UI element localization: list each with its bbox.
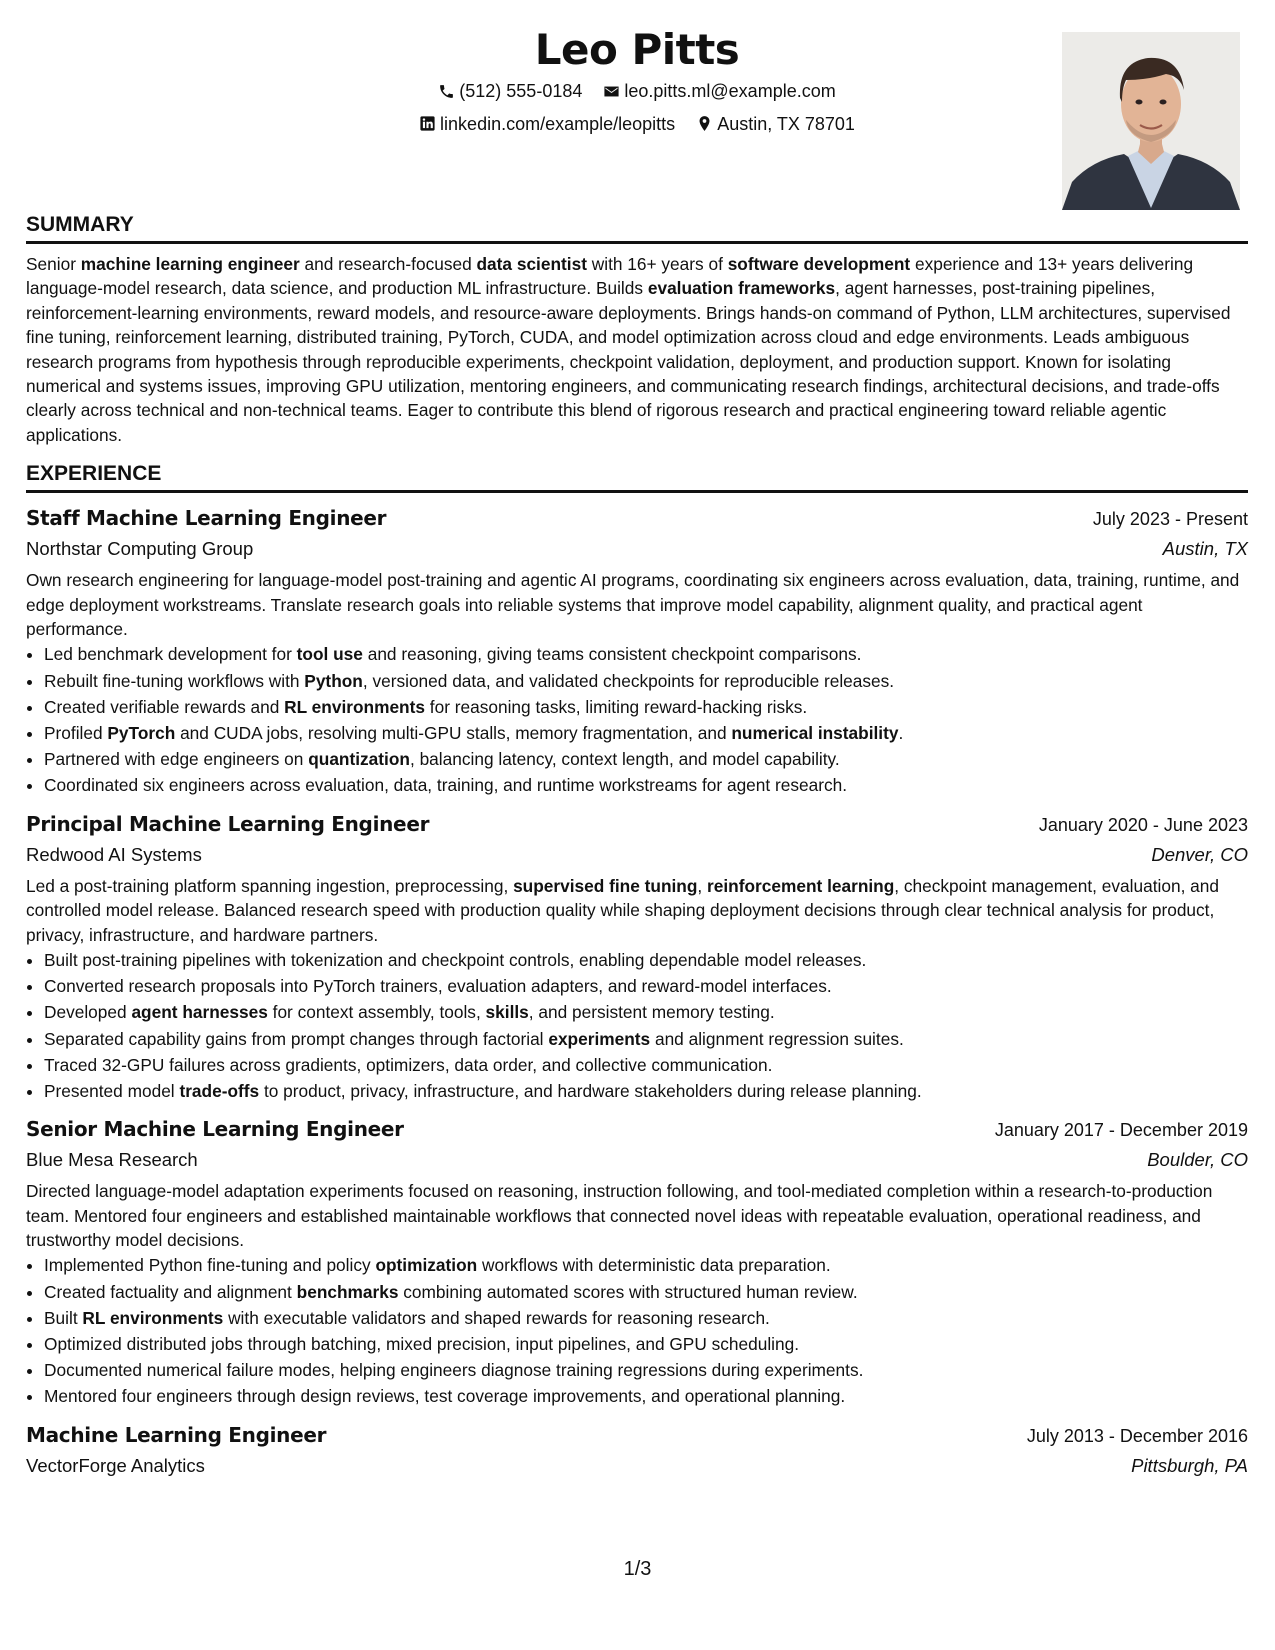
envelope-icon xyxy=(603,83,620,100)
text-run: , balancing latency, context length, and model capability. xyxy=(409,749,840,770)
emphasis-text: optimization xyxy=(375,1255,478,1276)
text-run: , checkpoint management, evaluation, and controlled model release. Balanced research speed with production quality while shaping deployment decisions through clear technical analysis for product, privacy, infrastructure, and hardware partners. xyxy=(26,875,1220,945)
bullet-item xyxy=(44,772,1248,798)
linkedin-url[interactable]: linkedin.com/example/leopitts xyxy=(440,113,676,134)
job-dates: July 2023 - Present xyxy=(1092,509,1248,530)
job-dates: January 2017 - December 2019 xyxy=(994,1120,1248,1141)
text-run: Own research engineering for language-model post-training and agentic AI programs, coordinating six engineers across evaluation, data, training, runtime, and edge deployment workstreams. Translate research goals into reliable systems that improve model capability, alignment quality, and practical agent performance. xyxy=(26,570,1240,640)
bullet-item xyxy=(44,1331,1248,1357)
job-title: Staff Machine Learning Engineer xyxy=(26,506,387,531)
text-run: Rebuilt fine-tuning workflows with xyxy=(44,670,305,691)
job-bullets xyxy=(26,1252,1248,1409)
job-bullets xyxy=(26,641,1248,798)
bullet-item xyxy=(44,746,1248,772)
candidate-name: Leo Pitts xyxy=(534,25,740,74)
bullet-item xyxy=(44,999,1248,1025)
emphasis-text: RL environments xyxy=(284,696,425,717)
text-run: Led benchmark development for xyxy=(44,644,297,665)
bullet-item xyxy=(44,1279,1248,1305)
summary-heading: SUMMARY xyxy=(26,212,1248,244)
job-entry xyxy=(26,1114,1248,1409)
emphasis-text: reinforcement learning xyxy=(707,875,895,896)
emphasis-text: agent harnesses xyxy=(131,1002,268,1023)
job-location: Austin, TX xyxy=(1162,538,1248,560)
text-run: Traced 32-GPU failures across gradients, optimizers, data order, and collective communication. xyxy=(44,1054,773,1075)
emphasis-text: PyTorch xyxy=(107,723,176,744)
email-contact[interactable] xyxy=(603,76,835,106)
map-pin-icon xyxy=(696,115,713,132)
bullet-item xyxy=(44,1305,1248,1331)
text-run: and alignment regression suites. xyxy=(650,1028,904,1049)
text-run: Coordinated six engineers across evaluation, data, training, and runtime workstreams for agent research. xyxy=(44,775,848,796)
text-run: Built xyxy=(44,1307,83,1328)
job-header xyxy=(26,503,1248,534)
experience-list xyxy=(26,503,1248,1480)
text-run: , xyxy=(697,875,708,896)
text-run: experience and 13+ years delivering language-model research, data science, and production ML infrastructure. Builds xyxy=(26,254,1194,299)
job-dates: January 2020 - June 2023 xyxy=(1038,814,1248,835)
linkedin-icon xyxy=(419,115,436,132)
emphasis-text: supervised fine tuning xyxy=(513,875,698,896)
text-run: Profiled xyxy=(44,723,108,744)
email-address[interactable]: leo.pitts.ml@example.com xyxy=(624,81,836,101)
summary-text xyxy=(26,252,1248,447)
bullet-item xyxy=(44,694,1248,720)
job-description xyxy=(26,1179,1248,1252)
job-company: Northstar Computing Group xyxy=(26,538,254,560)
job-description xyxy=(26,874,1248,947)
emphasis-text: data scientist xyxy=(476,254,587,274)
job-description xyxy=(26,568,1248,641)
resume-header xyxy=(26,22,1248,212)
job-subheader xyxy=(26,1145,1248,1175)
emphasis-text: RL environments xyxy=(82,1307,224,1328)
location-text: Austin, TX 78701 xyxy=(717,113,855,134)
location-contact xyxy=(696,109,855,139)
job-header xyxy=(26,1420,1248,1451)
text-run: combining automated scores with structured human review. xyxy=(398,1281,858,1302)
text-run: Partnered with edge engineers on xyxy=(44,749,309,770)
text-run: Implemented Python fine-tuning and policy xyxy=(44,1255,376,1276)
job-company: Redwood AI Systems xyxy=(26,843,202,865)
job-location: Denver, CO xyxy=(1151,843,1248,865)
text-run: and CUDA jobs, resolving multi-GPU stalls, memory fragmentation, and xyxy=(175,723,732,744)
text-run: Converted research proposals into PyTorch trainers, evaluation adapters, and reward-model interfaces. xyxy=(44,976,832,997)
text-run: with executable validators and shaped rewards for reasoning research. xyxy=(223,1307,770,1328)
bullet-item xyxy=(44,1052,1248,1078)
bullet-item xyxy=(44,1252,1248,1278)
bullet-item xyxy=(44,668,1248,694)
job-entry xyxy=(26,503,1248,798)
phone-icon xyxy=(438,83,455,100)
text-run: workflows with deterministic data preparation. xyxy=(477,1255,831,1276)
text-run: Optimized distributed jobs through batching, mixed precision, input pipelines, and GPU scheduling. xyxy=(44,1333,800,1354)
text-run: Documented numerical failure modes, helping engineers diagnose training regressions during experiments. xyxy=(44,1360,864,1381)
emphasis-text: benchmarks xyxy=(296,1281,399,1302)
text-run: . xyxy=(898,723,904,744)
text-run: , and persistent memory testing. xyxy=(528,1002,775,1023)
resume-page xyxy=(26,22,1248,1481)
text-run: , versioned data, and validated checkpoints for reproducible releases. xyxy=(362,670,895,691)
job-company: VectorForge Analytics xyxy=(26,1454,205,1476)
bullet-item xyxy=(44,641,1248,667)
job-header xyxy=(26,1114,1248,1145)
job-title: Machine Learning Engineer xyxy=(26,1422,327,1447)
emphasis-text: skills xyxy=(485,1002,529,1023)
phone-number: (512) 555-0184 xyxy=(459,81,583,101)
text-run: for reasoning tasks, limiting reward-hacking risks. xyxy=(424,696,808,717)
text-run: Created factuality and alignment xyxy=(44,1281,297,1302)
job-dates: July 2013 - December 2016 xyxy=(1026,1425,1248,1446)
bullet-item xyxy=(44,720,1248,746)
emphasis-text: experiments xyxy=(548,1028,651,1049)
text-run: Separated capability gains from prompt changes through factorial xyxy=(44,1028,549,1049)
text-run: , agent harnesses, post-training pipelines, reinforcement-learning environments, reward models, and resource-aware deployments. Brings hands-on command of Python, LLM architectures, supervised fine tuning, reinforcement learning, distributed training, PyTorch, CUDA, and model optimization across cloud and edge environments. Leads ambiguous research programs from hypothesis through reproducible experiments, checkpoint validation, deployment, and production support. Known for isolating numerical and systems issues, improving GPU utilization, mentoring engineers, and communicating research findings, architectural decisions, and trade-offs clearly across technical and non-technical teams. Eager to contribute this blend of rigorous research and practical engineering toward reliable agentic applications. xyxy=(26,278,1231,445)
job-header xyxy=(26,809,1248,840)
bullet-item xyxy=(44,1078,1248,1104)
job-entry xyxy=(26,1420,1248,1481)
text-run: Presented model xyxy=(44,1080,180,1101)
emphasis-text: machine learning engineer xyxy=(80,254,300,274)
job-company: Blue Mesa Research xyxy=(26,1149,198,1171)
linkedin-contact[interactable] xyxy=(419,109,675,139)
job-location: Pittsburgh, PA xyxy=(1131,1454,1248,1476)
text-run: Built post-training pipelines with tokenization and checkpoint controls, enabling dependable model releases. xyxy=(44,949,867,970)
job-title: Senior Machine Learning Engineer xyxy=(26,1117,404,1142)
text-run: for context assembly, tools, xyxy=(267,1002,486,1023)
text-run: Developed xyxy=(44,1002,132,1023)
job-subheader xyxy=(26,534,1248,564)
emphasis-text: numerical instability xyxy=(731,723,899,744)
emphasis-text: software development xyxy=(727,254,911,274)
job-location: Boulder, CO xyxy=(1147,1149,1248,1171)
job-entry xyxy=(26,809,1248,1104)
text-run: to product, privacy, infrastructure, and hardware stakeholders during release planning. xyxy=(259,1080,922,1101)
text-run: with 16+ years of xyxy=(586,254,728,274)
bullet-item xyxy=(44,973,1248,999)
page-number: 1/3 xyxy=(623,1558,652,1580)
bullet-item xyxy=(44,947,1248,973)
job-subheader xyxy=(26,1451,1248,1481)
text-run: and research-focused xyxy=(299,254,477,274)
bullet-item xyxy=(44,1026,1248,1052)
text-run: Created verifiable rewards and xyxy=(44,696,285,717)
bullet-item xyxy=(44,1357,1248,1383)
emphasis-text: Python xyxy=(304,670,363,691)
text-run: Mentored four engineers through design reviews, test coverage improvements, and operational planning. xyxy=(44,1386,846,1407)
experience-heading: EXPERIENCE xyxy=(26,461,1248,493)
emphasis-text: trade-offs xyxy=(179,1080,260,1101)
job-title: Principal Machine Learning Engineer xyxy=(26,811,430,836)
profile-photo xyxy=(1062,32,1240,210)
text-run: Directed language-model adaptation experiments focused on reasoning, instruction following, and tool-mediated completion within a research-to-production team. Mentored four engineers and established maintainable workflows that connected novel ideas with repeatable evaluation, operational readiness, and trustworthy model decisions. xyxy=(26,1181,1213,1250)
emphasis-text: tool use xyxy=(296,644,363,665)
emphasis-text: quantization xyxy=(308,749,410,770)
bullet-item xyxy=(44,1383,1248,1409)
job-bullets xyxy=(26,947,1248,1104)
text-run: Led a post-training platform spanning ingestion, preprocessing, xyxy=(26,875,514,896)
text-run: Senior xyxy=(26,254,81,274)
phone-contact xyxy=(438,76,582,106)
text-run: and reasoning, giving teams consistent checkpoint comparisons. xyxy=(362,644,862,665)
emphasis-text: evaluation frameworks xyxy=(647,278,836,299)
job-subheader xyxy=(26,840,1248,870)
